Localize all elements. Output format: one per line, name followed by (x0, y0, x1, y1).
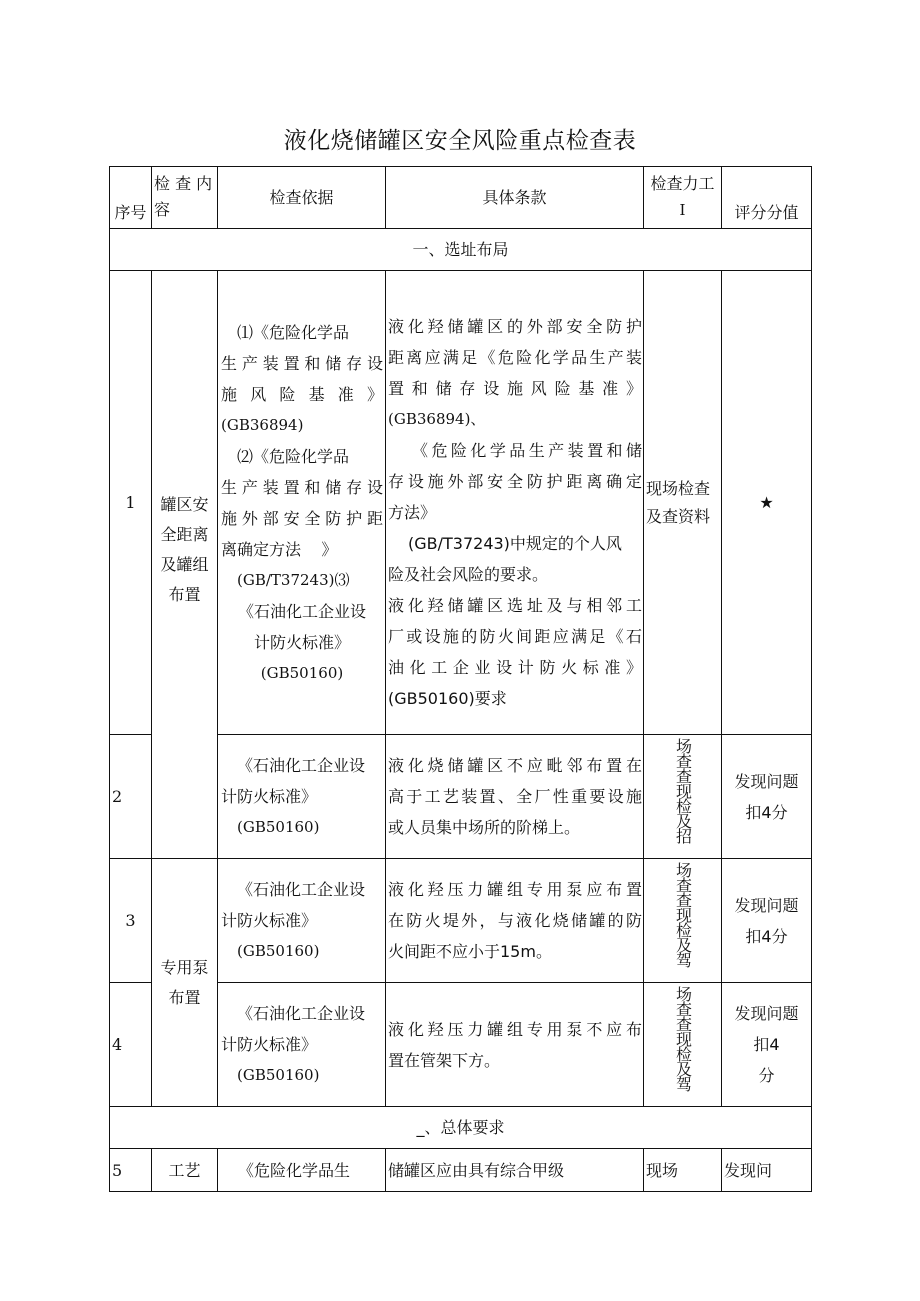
row5-basis: 《危险化学品生 (218, 1149, 386, 1192)
row1-basis-line: (GB50160) (260, 663, 344, 682)
row4-basis-line: 《石油化工企业设 (237, 1004, 366, 1023)
section-title-siting: 一、选址布局 (110, 229, 812, 271)
row1-basis-line: ⑵《危险化学品 (237, 446, 350, 466)
header-basis: 检查依据 (218, 167, 386, 229)
row4-method-text: 场查查现检及驾 (673, 985, 693, 1091)
page-title: 液化烧储罐区安全风险重点检查表 (283, 128, 637, 154)
row3-clause-line: 液化羟压力罐组专用泵应布置 (388, 880, 642, 899)
row1-content (152, 271, 218, 859)
row3-method-text: 场查查现检及驾 (673, 861, 693, 967)
section-row (110, 229, 812, 271)
row1-basis-line: ⑴《危险化学品 (237, 322, 350, 342)
row3-basis (218, 859, 386, 983)
row3-basis-line: 《石油化工企业设 (237, 880, 366, 899)
header-clause: 具体条款 (386, 167, 644, 229)
row1-clause-line: 方法》 (388, 503, 437, 522)
row1-seq: 1 (110, 271, 152, 735)
row1-basis-line: 生产装置和储存设 (221, 477, 383, 497)
pump-content (152, 859, 218, 1107)
header-row (110, 167, 812, 229)
row1-basis-line: 《石油化工企业设 (237, 601, 366, 621)
row1-clause (386, 271, 644, 735)
row1-basis-line: 计防火标准》 (253, 632, 350, 652)
row1-clause-line: 险及社会风险的要求。 (388, 565, 549, 584)
row4-clause-line: 置在管架下方。 (388, 1050, 501, 1070)
row1-clause-line: (GB50160)要求 (388, 689, 507, 708)
header-score: 评分分值 (722, 167, 812, 229)
row4-seq: 4 (110, 983, 152, 1107)
row2-basis-line: 《石油化工企业设 (237, 756, 366, 775)
row4-basis (218, 983, 386, 1107)
inspection-table (109, 166, 812, 1192)
row3-clause (386, 859, 644, 983)
row4-clause (386, 983, 644, 1107)
row2-clause-line: 或人员集中场所的阶梯上。 (388, 818, 581, 837)
table-row (110, 859, 812, 983)
row4-basis-line: (GB50160) (237, 1066, 320, 1084)
row2-clause-line: 液化烧储罐区不应毗邻布置在 (388, 756, 642, 775)
row1-basis-line: 施外部安全防护距 (221, 508, 383, 528)
row4-basis-line: 计防火标准》 (221, 1035, 318, 1054)
header-content (152, 167, 218, 229)
row5-method: 现场 (644, 1149, 722, 1192)
row5-content: 工艺 (152, 1149, 218, 1192)
header-content-label: 检 查 内 容 (154, 174, 213, 219)
row3-score-text: 发现问题扣4分 (734, 895, 799, 946)
section-row (110, 1107, 812, 1149)
row2-basis-line: 计防火标准》 (221, 787, 318, 806)
row2-basis-line: (GB50160) (237, 818, 320, 836)
row1-clause-line: 《危险化学品生产装置和储 (412, 441, 642, 460)
row2-clause-line: 高于工艺装置、全厂性重要设施 (388, 787, 642, 806)
table-row (110, 1149, 812, 1192)
row4-score (722, 983, 812, 1107)
row3-basis-line: (GB50160) (237, 942, 320, 960)
row1-clause-line: 厂或设施的防火间距应满足《石 (388, 627, 642, 646)
row1-clause-line: 存设施外部安全防护距离确定 (388, 472, 642, 491)
row2-method-text: 场查查现检及招 (673, 737, 693, 843)
row1-basis-line: 生产装置和储存设 (221, 353, 383, 373)
row1-clause-line: 距离应满足《危险化学品生产装 (388, 348, 642, 367)
row1-clause-line: 置和储存设施风险基准》 (388, 379, 642, 398)
header-seq: 序号 (110, 167, 152, 229)
row1-clause-line: 液化羟储罐区选址及与相邻工 (388, 596, 642, 615)
row1-basis-line: (GB/T37243)⑶ (237, 570, 350, 589)
row1-score: ★ (722, 271, 812, 735)
pump-content-text: 专用泵布置 (160, 957, 209, 1007)
row5-score: 发现问 (722, 1149, 812, 1192)
row4-clause-line: 液化羟压力罐组专用泵不应布 (388, 1019, 642, 1039)
row2-score-text: 发现问题扣4分 (734, 771, 799, 822)
row1-method-text: 现场检查及查资料 (646, 478, 711, 526)
row1-clause-line: (GB/T37243)中规定的个人风 (408, 534, 622, 553)
row1-basis-line: (GB36894) (221, 415, 304, 434)
row1-content-text: 罐区安全距离及罐组布置 (160, 494, 209, 604)
header-method (644, 167, 722, 229)
row3-seq: 3 (110, 859, 152, 983)
row4-score-line3: 分 (758, 1066, 775, 1085)
row1-clause-line: 油化工企业设计防火标准》 (388, 658, 642, 677)
row3-clause-line: 火间距不应小于15m。 (388, 942, 552, 961)
header-method-line2: I (679, 201, 686, 219)
row1-method (644, 271, 722, 735)
section-title-general: _、总体要求 (110, 1107, 812, 1149)
row4-score-line1: 发现问题 (734, 1004, 799, 1023)
row3-method (644, 859, 722, 983)
row2-basis (218, 735, 386, 859)
row4-method (644, 983, 722, 1107)
row1-basis-line: 离确定方法 》 (221, 539, 338, 559)
row5-clause: 储罐区应由具有综合甲级 (386, 1149, 644, 1192)
row1-clause-line: 液化羟储罐区的外部安全防护 (388, 317, 642, 336)
row2-method (644, 735, 722, 859)
row1-basis-line: 施 风 险 基 准 》 (221, 384, 383, 404)
row2-score (722, 735, 812, 859)
row5-seq: 5 (110, 1149, 152, 1192)
row3-basis-line: 计防火标准》 (221, 911, 318, 930)
row2-seq: 2 (110, 735, 152, 859)
table-row (110, 271, 812, 735)
row2-clause (386, 735, 644, 859)
row4-score-line2: 扣4 (753, 1035, 780, 1054)
row1-basis (218, 271, 386, 735)
header-method-line1: 检查力工 (650, 174, 715, 193)
row3-clause-line: 在防火堤外，与液化烧储罐的防 (388, 911, 642, 930)
row3-score (722, 859, 812, 983)
row1-clause-line: (GB36894)、 (388, 410, 486, 428)
